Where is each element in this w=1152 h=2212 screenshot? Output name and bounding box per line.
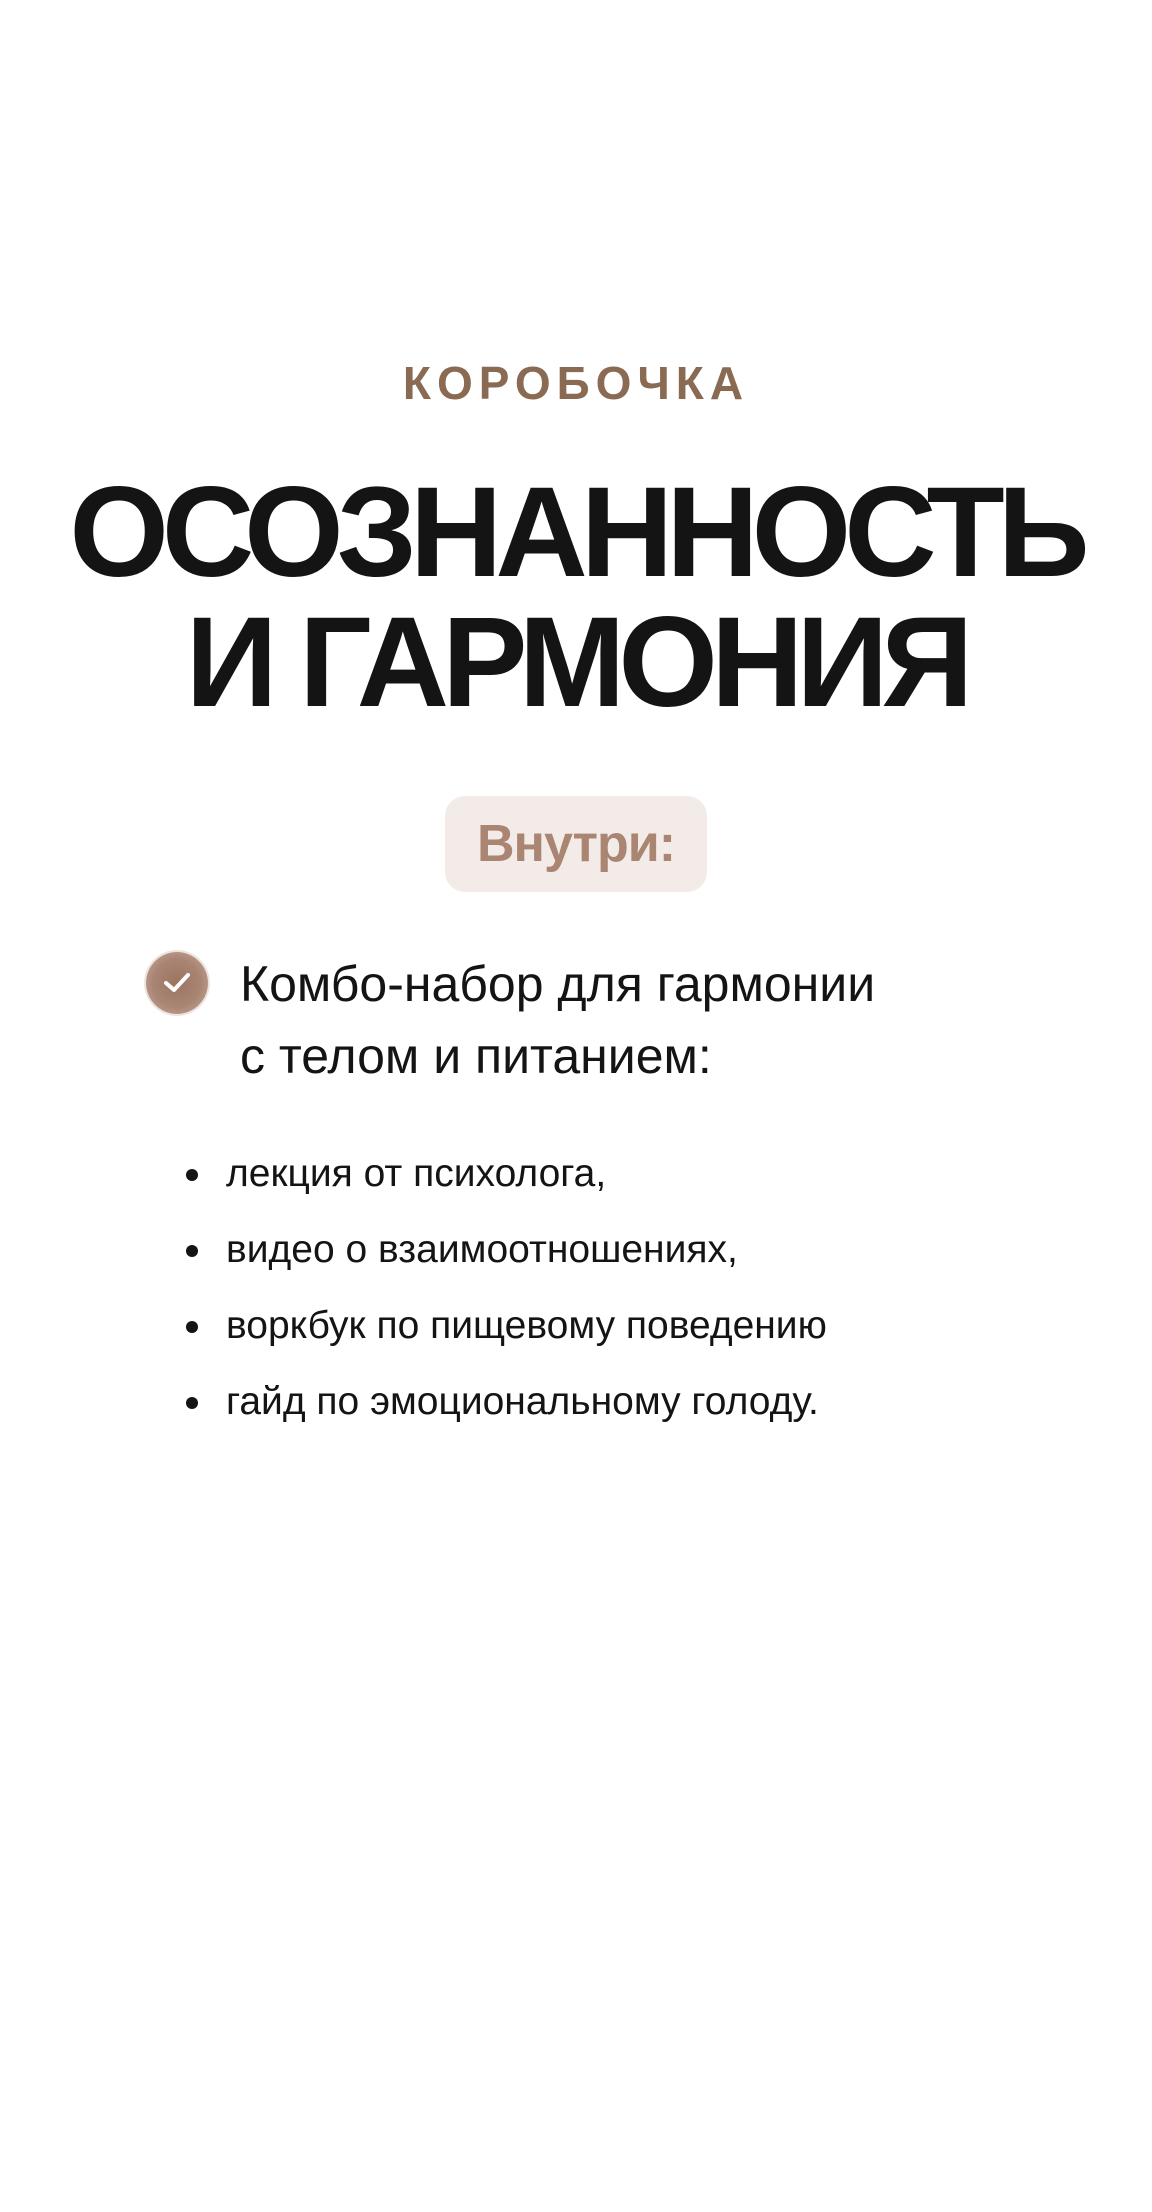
feature-line-2: с телом и питанием: — [240, 1028, 712, 1084]
list-item-text: гайд по эмоциональному голоду. — [226, 1380, 819, 1423]
list-item — [176, 1364, 827, 1440]
check-circle-icon — [146, 952, 208, 1014]
bullet-icon — [186, 1245, 198, 1257]
page-title — [0, 461, 1152, 734]
eyebrow-label: КОРОБОЧКА — [402, 357, 750, 409]
bullet-icon — [186, 1397, 198, 1409]
feature-text — [240, 948, 1040, 1092]
list-item — [176, 1288, 827, 1364]
bullet-icon — [186, 1321, 198, 1333]
list-item-text: лекция от психолога, — [226, 1152, 607, 1195]
list-item-text: воркбук по пищевому поведению — [226, 1304, 827, 1347]
inside-badge: Внутри: — [445, 796, 707, 892]
feature-line-1: Комбо-набор для гармонии — [240, 956, 876, 1012]
title-line-1: ОСОЗНАННОСТЬ — [69, 461, 1083, 604]
list-item — [176, 1212, 827, 1288]
bullet-icon — [186, 1169, 198, 1181]
list-item-text: видео о взаимоотношениях, — [226, 1228, 738, 1271]
badge-container — [0, 796, 1152, 892]
contents-list — [176, 1136, 827, 1440]
list-item — [176, 1136, 827, 1212]
title-line-2: И ГАРМОНИЯ — [185, 591, 967, 734]
